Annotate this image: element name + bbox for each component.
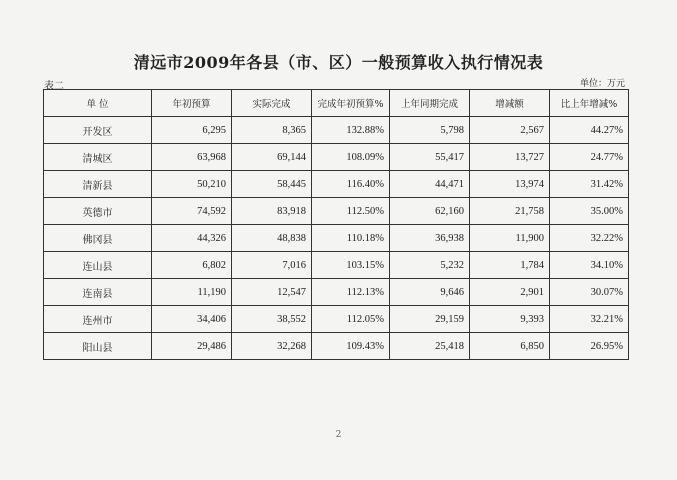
cell-unit-name: 连州市 <box>44 306 152 333</box>
cell-change-pct: 32.21% <box>550 306 629 333</box>
header-change-pct: 比上年增减% <box>550 90 629 117</box>
cell-actual: 83,918 <box>232 198 312 225</box>
cell-actual: 48,838 <box>232 225 312 252</box>
cell-prior-year: 9,646 <box>390 279 470 306</box>
cell-prior-year: 5,798 <box>390 117 470 144</box>
cell-change-pct: 35.00% <box>550 198 629 225</box>
table-row <box>44 117 629 144</box>
cell-change: 6,850 <box>470 333 550 360</box>
cell-change: 11,900 <box>470 225 550 252</box>
cell-prior-year: 44,471 <box>390 171 470 198</box>
cell-change-pct: 30.07% <box>550 279 629 306</box>
unit-label: 单位：万元 <box>579 79 625 89</box>
cell-prior-year: 29,159 <box>390 306 470 333</box>
table-row <box>44 225 629 252</box>
cell-actual: 7,016 <box>232 252 312 279</box>
cell-prior-year: 62,160 <box>390 198 470 225</box>
cell-prior-year: 36,938 <box>390 225 470 252</box>
table-label: 表二 <box>44 81 64 92</box>
cell-actual: 32,268 <box>232 333 312 360</box>
header-unit: 单 位 <box>44 90 152 117</box>
cell-unit-name: 清城区 <box>44 144 152 171</box>
header-initial-budget: 年初预算 <box>152 90 232 117</box>
cell-completion-pct: 112.13% <box>312 279 390 306</box>
header-prior-year: 上年同期完成 <box>390 90 470 117</box>
cell-initial-budget: 50,210 <box>152 171 232 198</box>
cell-completion-pct: 116.40% <box>312 171 390 198</box>
cell-completion-pct: 108.09% <box>312 144 390 171</box>
cell-change-pct: 31.42% <box>550 171 629 198</box>
cell-actual: 38,552 <box>232 306 312 333</box>
cell-initial-budget: 74,592 <box>152 198 232 225</box>
cell-completion-pct: 132.88% <box>312 117 390 144</box>
cell-unit-name: 连南县 <box>44 279 152 306</box>
header-actual: 实际完成 <box>232 90 312 117</box>
cell-change: 9,393 <box>470 306 550 333</box>
cell-actual: 12,547 <box>232 279 312 306</box>
header-change: 增减额 <box>470 90 550 117</box>
cell-completion-pct: 103.15% <box>312 252 390 279</box>
cell-change: 1,784 <box>470 252 550 279</box>
cell-initial-budget: 34,406 <box>152 306 232 333</box>
cell-initial-budget: 29,486 <box>152 333 232 360</box>
cell-change: 13,727 <box>470 144 550 171</box>
cell-actual: 8,365 <box>232 117 312 144</box>
cell-change-pct: 24.77% <box>550 144 629 171</box>
cell-prior-year: 25,418 <box>390 333 470 360</box>
page-number: 2 <box>335 430 342 440</box>
cell-prior-year: 5,232 <box>390 252 470 279</box>
cell-completion-pct: 112.05% <box>312 306 390 333</box>
cell-change-pct: 34.10% <box>550 252 629 279</box>
cell-change-pct: 44.27% <box>550 117 629 144</box>
header-row <box>44 90 629 117</box>
cell-prior-year: 55,417 <box>390 144 470 171</box>
cell-change: 2,567 <box>470 117 550 144</box>
cell-initial-budget: 44,326 <box>152 225 232 252</box>
table-row <box>44 171 629 198</box>
table-row <box>44 306 629 333</box>
cell-change: 2,901 <box>470 279 550 306</box>
table-row <box>44 333 629 360</box>
cell-initial-budget: 11,190 <box>152 279 232 306</box>
cell-completion-pct: 109.43% <box>312 333 390 360</box>
budget-table <box>43 89 629 360</box>
cell-unit-name: 清新县 <box>44 171 152 198</box>
cell-unit-name: 佛冈县 <box>44 225 152 252</box>
cell-unit-name: 阳山县 <box>44 333 152 360</box>
cell-initial-budget: 6,802 <box>152 252 232 279</box>
cell-completion-pct: 110.18% <box>312 225 390 252</box>
cell-unit-name: 连山县 <box>44 252 152 279</box>
cell-unit-name: 开发区 <box>44 117 152 144</box>
cell-change: 21,758 <box>470 198 550 225</box>
cell-completion-pct: 112.50% <box>312 198 390 225</box>
cell-change-pct: 32.22% <box>550 225 629 252</box>
table-row <box>44 279 629 306</box>
cell-actual: 69,144 <box>232 144 312 171</box>
cell-unit-name: 英德市 <box>44 198 152 225</box>
table-row <box>44 144 629 171</box>
cell-actual: 58,445 <box>232 171 312 198</box>
table-row <box>44 252 629 279</box>
cell-change: 13,974 <box>470 171 550 198</box>
cell-initial-budget: 63,968 <box>152 144 232 171</box>
page-title: 清远市2009年各县（市、区）一般预算收入执行情况表 <box>133 53 544 72</box>
cell-initial-budget: 6,295 <box>152 117 232 144</box>
table-row <box>44 198 629 225</box>
header-completion-pct: 完成年初预算% <box>312 90 390 117</box>
cell-change-pct: 26.95% <box>550 333 629 360</box>
